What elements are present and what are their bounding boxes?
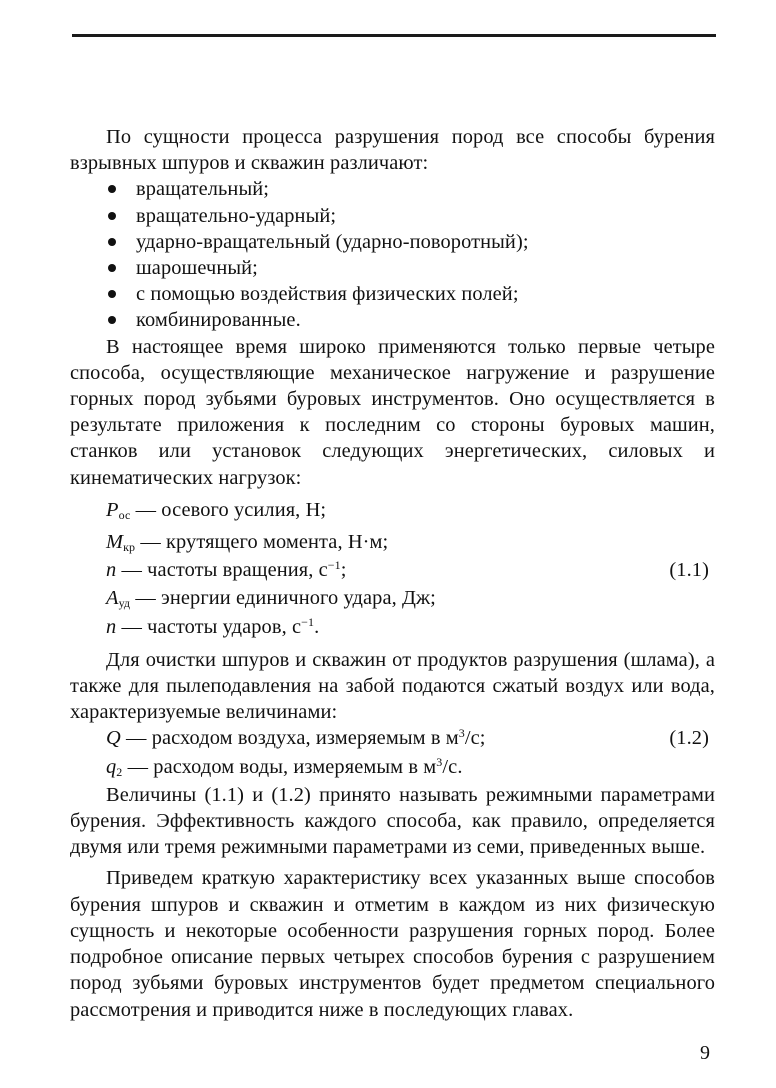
formula-row: n — частоты ударов, $с^{-1}$. — [106, 614, 320, 638]
paragraph-loads: В настоящее время широко применяются только первые четыре способа, осуществляющие механическое нагружение и разрушение горных пород зубьями буровых инструментов. Оно осуществляется в результате приложения к последним со стороны буровых машин, станков или установок следующих энергетических, силовых и кинематических нагрузок: — [70, 335, 715, 489]
list-item: с помощью воздействия физических полей; — [70, 281, 715, 307]
body-text — [70, 124, 715, 1023]
bullet-icon — [108, 316, 116, 324]
paragraph-overview: Приведем краткую характеристику всех указанных выше способов бурения шпуров и скважин и отметим в каждом из них физическую сущность и некоторые особенности разрушения горных пород. Более подробное описание первых четырех способов бурения с разрушением пород зубьями буровых инструментов будет предметом специального рассмотрения и приводится ниже в последующих главах. — [70, 867, 715, 1021]
formula-group-1 — [70, 497, 715, 642]
list-item: шарошечный; — [70, 255, 715, 281]
paragraph-cleaning: Для очистки шпуров и скважин от продуктов разрушения (шлама), а также для пылеподавления на забой подаются сжатый воздух или вода, характеризуемые величинами: — [70, 648, 715, 724]
bullet-icon — [108, 212, 116, 220]
list-item: вращательно-ударный; — [70, 203, 715, 229]
paragraph-intro: По сущности процесса разрушения пород все способы бурения взрывных шпуров и скважин различают: — [70, 126, 715, 175]
page-number: 9 — [700, 1042, 710, 1064]
equation-number: (1.2) — [669, 727, 709, 750]
header-rule — [72, 34, 716, 37]
list-item: ударно-вращательный (ударно-поворотный); — [70, 229, 715, 255]
formula-row: Q — расходом воздуха, измеряемым в $м^3/с$; (1.2) — [70, 725, 715, 753]
formula-row: q2 — расходом воды, измеряемым в $м^3/с$. — [106, 754, 463, 779]
bullet-icon — [108, 238, 116, 246]
bullet-icon — [108, 185, 116, 193]
list-item: комбинированные. — [70, 307, 715, 333]
paragraph-regime-parameters: Величины (1.1) и (1.2) принято называть режимными параметрами бурения. Эффективность каждого способа, как правило, определяется двумя или тремя режимными параметрами из семи, приведенных выше. — [70, 783, 715, 859]
formula-row: Aуд — энергии единичного удара, Дж; — [106, 587, 436, 611]
bullet-icon — [108, 264, 116, 272]
formula-row: n — частоты вращения, $с^{-1}$; (1.1) — [70, 557, 715, 585]
formula-row: Pос — осевого усилия, Н; — [106, 498, 327, 522]
equation-number: (1.1) — [669, 559, 709, 582]
formula-group-2 — [70, 725, 715, 781]
formula-row: Mкр — крутящего момента, Н·м; — [106, 531, 389, 555]
bullet-icon — [108, 290, 116, 298]
drilling-methods-list — [70, 176, 715, 333]
list-item: вращательный; — [70, 176, 715, 202]
